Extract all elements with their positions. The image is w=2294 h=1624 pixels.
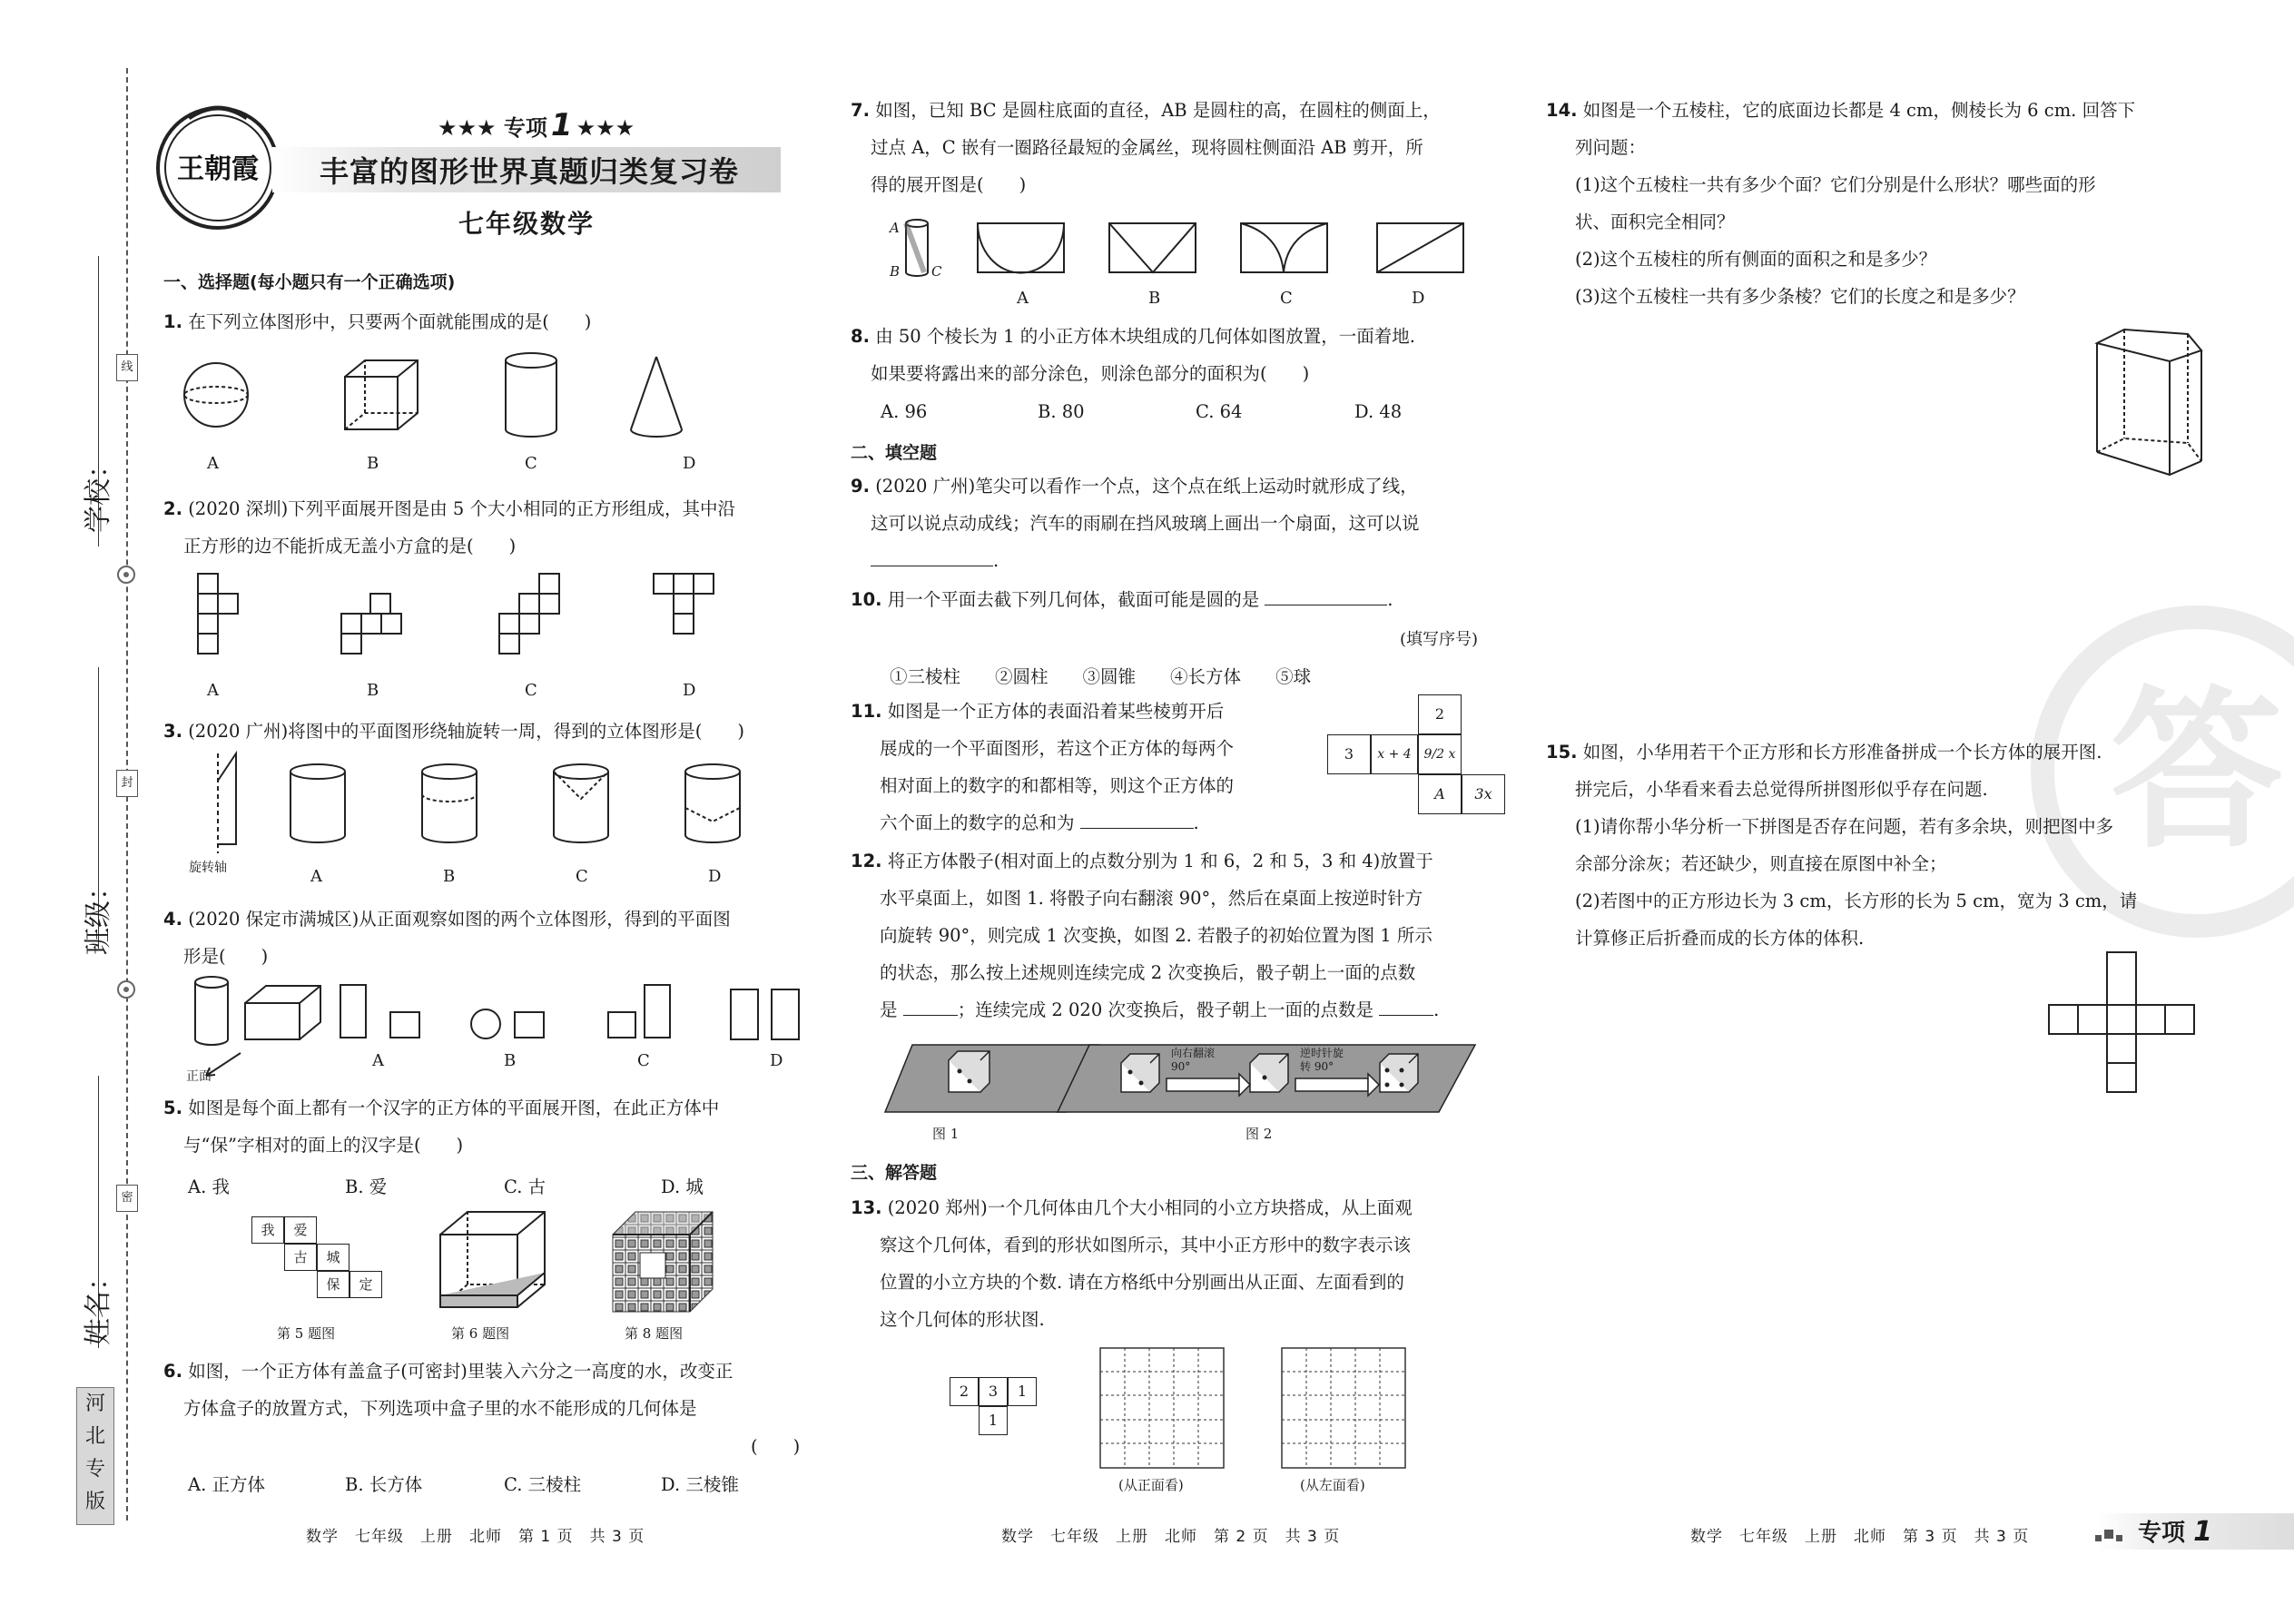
net-cell: 3x	[1462, 774, 1505, 814]
q1-opt: C	[525, 454, 537, 473]
seal-xian: 线	[116, 354, 138, 381]
grid-cell: 2	[950, 1377, 979, 1406]
q-text: 如图是一个正方体的表面沿着某些棱剪开后	[887, 701, 1225, 722]
q6-box-figure	[440, 1212, 549, 1312]
q-num: 9.	[851, 476, 870, 497]
q3-axis-label: 旋转轴	[189, 861, 227, 875]
q4-front-label: 正面	[186, 1069, 212, 1084]
q13-grid-front[interactable]	[1100, 1348, 1227, 1471]
q1-opt: A	[207, 454, 219, 473]
svg-text:王朝霞: 王朝霞	[177, 153, 259, 185]
q-text: (2020 保定市满城区)从正面观察如图的两个立体图形，得到的平面图	[188, 909, 731, 930]
q6-fig-caption: 第 6 题图	[451, 1325, 510, 1342]
q8-opt: A. 96	[881, 401, 928, 422]
footer-tag-text: 专项	[2138, 1520, 2186, 1547]
q12-blank-1[interactable]	[903, 998, 958, 1017]
question-15	[1546, 733, 2137, 957]
q-text: 如图是每个面上都有一个汉字的正方体的平面展开图，在此正方体中	[188, 1097, 720, 1118]
q-text: (2)若图中的正方形边长为 3 cm，长方形的长为 5 cm，宽为 3 cm，请	[1575, 891, 2138, 911]
q-text: 如图，小华用若干个正方形和长方形准备拼成一个长方体的展开图.	[1582, 742, 2102, 763]
question-3	[163, 713, 744, 750]
edition-box	[76, 1387, 114, 1525]
net-cell: 爱	[284, 1216, 317, 1244]
question-10	[851, 581, 1393, 618]
q13-front-caption: (从正面看)	[1118, 1477, 1184, 1493]
question-6	[163, 1353, 733, 1427]
q-num: 13.	[851, 1197, 882, 1218]
q-text: 位置的小立方块的个数. 请在方格纸中分别画出从正面、左面看到的	[880, 1272, 1404, 1293]
q-text: 如图，一个正方体有盖盒子(可密封)里装入六分之一高度的水，改变正	[188, 1361, 733, 1382]
q5-net-figure	[251, 1216, 388, 1307]
net-cell: 我	[251, 1216, 284, 1244]
q10-item: ②圆柱	[995, 666, 1049, 687]
q9-blank[interactable]	[871, 548, 993, 567]
q-text: 用一个平面去截下列几何体，截面可能是圆的是	[887, 589, 1260, 610]
q-text: (2020 广州)笔尖可以看作一个点，这个点在纸上运动时就形成了线，	[875, 476, 1418, 497]
page-subtitle: 七年级数学	[458, 209, 596, 239]
q13-grid-left[interactable]	[1282, 1348, 1409, 1471]
q2-nets-figure	[172, 572, 753, 672]
q12-fig2-caption: 图 2	[1245, 1126, 1273, 1142]
seal-mi: 密	[116, 1185, 138, 1212]
q7-opt: A	[1017, 289, 1029, 308]
q10-item: ④长方体	[1170, 666, 1242, 687]
q-text: .	[993, 550, 999, 571]
q4-opt: A	[372, 1051, 384, 1070]
q2-opt: C	[525, 681, 537, 700]
grid-cell: 1	[1008, 1377, 1037, 1406]
q-text: 将正方体骰子(相对面上的点数分别为 1 和 6，2 和 5，3 和 4)放置于	[887, 851, 1433, 871]
q-text: (2020 深圳)下列平面展开图是由 5 个大小相同的正方形组成，其中沿	[188, 498, 736, 519]
q-text: 这个几何体的形状图.	[880, 1309, 1045, 1330]
q-num: 2.	[163, 498, 182, 519]
q4-opt: C	[637, 1051, 650, 1070]
q-text: 计算修正后折叠而成的长方体的体积.	[1575, 928, 1865, 949]
q5-fig-caption: 第 5 题图	[277, 1325, 336, 1342]
q7-point-B: B	[890, 263, 901, 280]
net-cell: x + 4	[1371, 734, 1418, 774]
question-8	[851, 318, 1415, 392]
question-7	[851, 92, 1441, 203]
tag-suffix: ★★★	[576, 115, 635, 141]
q-text: (1)请你帮小华分析一下拼图是否存在问题，若有多余块，则把图中多	[1575, 816, 2114, 837]
question-14	[1546, 92, 2135, 315]
q8-stacked-cubes-figure	[613, 1212, 722, 1312]
q-text: 由 50 个棱长为 1 的小正方体木块组成的几何体如图放置，一面着地.	[875, 326, 1415, 347]
tag-num: 1	[550, 107, 573, 143]
q14-pentagonal-prism-figure	[2088, 325, 2215, 479]
question-12	[851, 842, 1439, 1029]
question-9	[851, 468, 1420, 579]
q-text: 正方形的边不能折成无盖小方盒的是( )	[183, 536, 517, 556]
q-text: 在下列立体图形中，只要两个面就能围成的是( )	[188, 311, 592, 332]
footer-page2: 数学 七年级 上册 北师 第 2 页 共 3 页	[1001, 1528, 1341, 1546]
title-tag	[438, 107, 635, 143]
net-cell: 3	[1327, 734, 1371, 774]
q-num: 1.	[163, 311, 182, 332]
q-num: 8.	[851, 326, 870, 347]
q-text: 水平桌面上，如图 1. 将骰子向右翻滚 90°，然后在桌面上按逆时针方	[880, 888, 1423, 909]
page-title: 丰富的图形世界真题归类复习卷	[320, 154, 740, 189]
q3-opt: A	[310, 867, 322, 886]
q7-opt: B	[1148, 289, 1161, 308]
svg-text:答: 答	[2110, 669, 2284, 871]
net-cell: 古	[284, 1244, 317, 1271]
net-cell: 保	[317, 1271, 350, 1298]
q-text: (1)这个五棱柱一共有多少个面？它们分别是什么形状？哪些面的形	[1575, 174, 2096, 195]
q5-opt: C. 古	[504, 1176, 546, 1197]
q10-blank[interactable]	[1265, 587, 1387, 606]
q-text: 如图是一个五棱柱，它的底面边长都是 4 cm，侧棱长为 6 cm. 回答下	[1582, 100, 2136, 121]
q-text: 拼完后，小华看来看去总觉得所拼图形似乎存在问题.	[1575, 779, 1988, 800]
seal-feng: 封	[116, 770, 138, 797]
q-text: 六个面上的数字的总和为	[880, 812, 1075, 833]
q-text: (2)这个五棱柱的所有侧面的面积之和是多少？	[1575, 249, 1937, 270]
q8-opt: B. 80	[1038, 401, 1085, 422]
q-text: 展成的一个平面图形，若这个正方体的每两个	[880, 738, 1235, 759]
net-cell: 城	[317, 1244, 350, 1271]
q6-opt: A. 正方体	[188, 1474, 265, 1495]
q-text: 察这个几何体，看到的形状如图所示，其中小正方形中的数字表示该	[880, 1235, 1412, 1255]
q2-opt: D	[683, 681, 696, 700]
q-text: 列问题：	[1575, 137, 1647, 158]
q-text: 是	[880, 999, 898, 1020]
q10-item: ①三棱柱	[890, 666, 961, 687]
q-num: 15.	[1546, 742, 1578, 763]
q5-opt: A. 我	[188, 1176, 230, 1197]
q-text: 余部分涂灰；若还缺少，则直接在原图中补全；	[1575, 853, 1947, 874]
q2-opt: A	[207, 681, 219, 700]
edition-char: 河	[84, 1393, 105, 1415]
q8-opt: C. 64	[1196, 401, 1243, 422]
footer-page3: 数学 七年级 上册 北师 第 3 页 共 3 页	[1690, 1528, 2030, 1546]
q3-opt: D	[708, 867, 722, 886]
question-5	[163, 1089, 719, 1164]
q-text: ；连续完成 2 020 次变换后，骰子朝上一面的点数是	[957, 999, 1373, 1020]
q-text: 形是( )	[183, 946, 269, 967]
q-text: 与“保”字相对的面上的汉字是( )	[183, 1135, 464, 1156]
q7-cylinder-figure	[890, 216, 1489, 289]
q1-opt: B	[367, 454, 379, 473]
q-num: 14.	[1546, 100, 1578, 121]
q12-fig1-caption: 图 1	[932, 1126, 960, 1142]
tag-prefix: ★★★ 专项	[438, 115, 547, 141]
q15-net-figure[interactable]	[2047, 950, 2201, 1100]
q11-net-figure	[1327, 694, 1509, 831]
q7-point-C: C	[931, 263, 942, 280]
name-label: 姓名：	[83, 1264, 114, 1345]
question-13	[851, 1189, 1413, 1338]
q-text: .	[1193, 812, 1199, 833]
question-11	[851, 693, 1234, 842]
q3-opt: C	[576, 867, 588, 886]
q-text: 方体盒子的放置方式，下列选项中盒子里的水不能形成的几何体是	[183, 1398, 697, 1419]
q6-opt: B. 长方体	[345, 1474, 423, 1495]
q10-note: (填写序号)	[1400, 630, 1479, 649]
q7-opt: D	[1412, 289, 1425, 308]
q11-blank[interactable]	[1080, 811, 1194, 830]
q-text: 向旋转 90°，则完成 1 次变换，如图 2. 若骰子的初始位置为图 1 所示	[880, 925, 1433, 946]
net-cell: 9/2 x	[1418, 734, 1462, 774]
q-num: 10.	[851, 589, 882, 610]
q6-opt: D. 三棱锥	[661, 1474, 739, 1495]
q7-point-A: A	[890, 220, 900, 236]
q-num: 11.	[851, 701, 882, 722]
edition-char: 版	[84, 1491, 105, 1513]
q3-rotation-figure	[182, 753, 763, 862]
grid-cell: 1	[979, 1406, 1008, 1435]
q4-opt: B	[504, 1051, 517, 1070]
question-4	[163, 901, 731, 975]
q1-opt: D	[683, 454, 696, 473]
q-num: 7.	[851, 100, 870, 121]
q-text: .	[1433, 999, 1440, 1020]
q-num: 12.	[851, 851, 882, 871]
grid-cell: 3	[979, 1377, 1008, 1406]
footer-tag-num: 1	[2193, 1516, 2212, 1548]
q12-rotate-label: 逆时针旋转 90°	[1300, 1047, 1344, 1073]
q-text: .	[1387, 589, 1393, 610]
net-cell: A	[1418, 774, 1462, 814]
q5-opt: B. 爱	[345, 1176, 388, 1197]
q-text: 状、面积完全相同？	[1575, 212, 1735, 232]
question-1	[163, 303, 591, 340]
q-text: (2020 广州)将图中的平面图形绕轴旋转一周，得到的立体图形是( )	[188, 721, 744, 742]
q-text: 相对面上的数字的和都相等，则这个正方体的	[880, 775, 1235, 796]
net-cell: 2	[1418, 694, 1462, 734]
q12-blank-2[interactable]	[1379, 998, 1433, 1017]
section-choice: 一、选择题(每小题只有一个正确选项)	[163, 272, 456, 292]
q-text: 的状态，那么按上述规则连续完成 2 次变换后，骰子朝上一面的点数	[880, 962, 1416, 983]
q5-opt: D. 城	[661, 1176, 704, 1197]
footer-tag-squares	[2095, 1528, 2132, 1546]
q-num: 5.	[163, 1097, 182, 1118]
q10-item: ③圆锥	[1082, 666, 1137, 687]
q1-solids-figure	[172, 349, 753, 449]
q-text: 如果要将露出来的部分涂色，则涂色部分的面积为( )	[871, 363, 1310, 384]
class-label: 班级：	[83, 873, 114, 955]
q-text: 这可以说点动成线；汽车的雨刷在挡风玻璃上画出一个扇面，这可以说	[871, 513, 1420, 534]
q-text: 得的展开图是( )	[871, 174, 1027, 195]
q4-opt: D	[770, 1051, 783, 1070]
footer-tag	[2138, 1514, 2212, 1548]
q6-opt: C. 三棱柱	[504, 1474, 582, 1495]
q-text: (2020 郑州)一个几何体由几个大小相同的小立方块搭成，从上面观	[887, 1197, 1413, 1218]
q12-roll-label: 向右翻滚 90°	[1171, 1047, 1216, 1073]
q3-opt: B	[443, 867, 456, 886]
net-cell: 定	[350, 1271, 382, 1298]
question-2	[163, 490, 735, 565]
q8-fig-caption: 第 8 题图	[625, 1325, 684, 1342]
q-text: 过点 A，C 嵌有一圈路径最短的金属丝，现将圆柱侧面沿 AB 剪开，所	[871, 137, 1423, 158]
q2-opt: B	[367, 681, 379, 700]
q-text: (3)这个五棱柱一共有多少条棱？它们的长度之和是多少？	[1575, 286, 2025, 307]
q7-opt: C	[1280, 289, 1293, 308]
school-label: 学校：	[83, 451, 114, 533]
q-num: 3.	[163, 721, 182, 742]
section-fill: 二、填空题	[851, 443, 938, 463]
q8-opt: D. 48	[1354, 401, 1403, 422]
q-text: 如图，已知 BC 是圆柱底面的直径，AB 是圆柱的高，在圆柱的侧面上，	[875, 100, 1441, 121]
q6-paren: ( )	[751, 1436, 801, 1457]
edition-char: 专	[84, 1458, 105, 1481]
q-num: 4.	[163, 909, 182, 930]
logo-icon	[153, 100, 289, 236]
q10-item: ⑤球	[1275, 666, 1312, 687]
section-answer: 三、解答题	[851, 1163, 938, 1183]
q-num: 6.	[163, 1361, 182, 1382]
footer-page1: 数学 七年级 上册 北师 第 1 页 共 3 页	[306, 1528, 645, 1546]
q10-items	[890, 663, 1311, 688]
edition-char: 北	[84, 1425, 105, 1448]
q13-left-caption: (从左面看)	[1300, 1477, 1365, 1493]
